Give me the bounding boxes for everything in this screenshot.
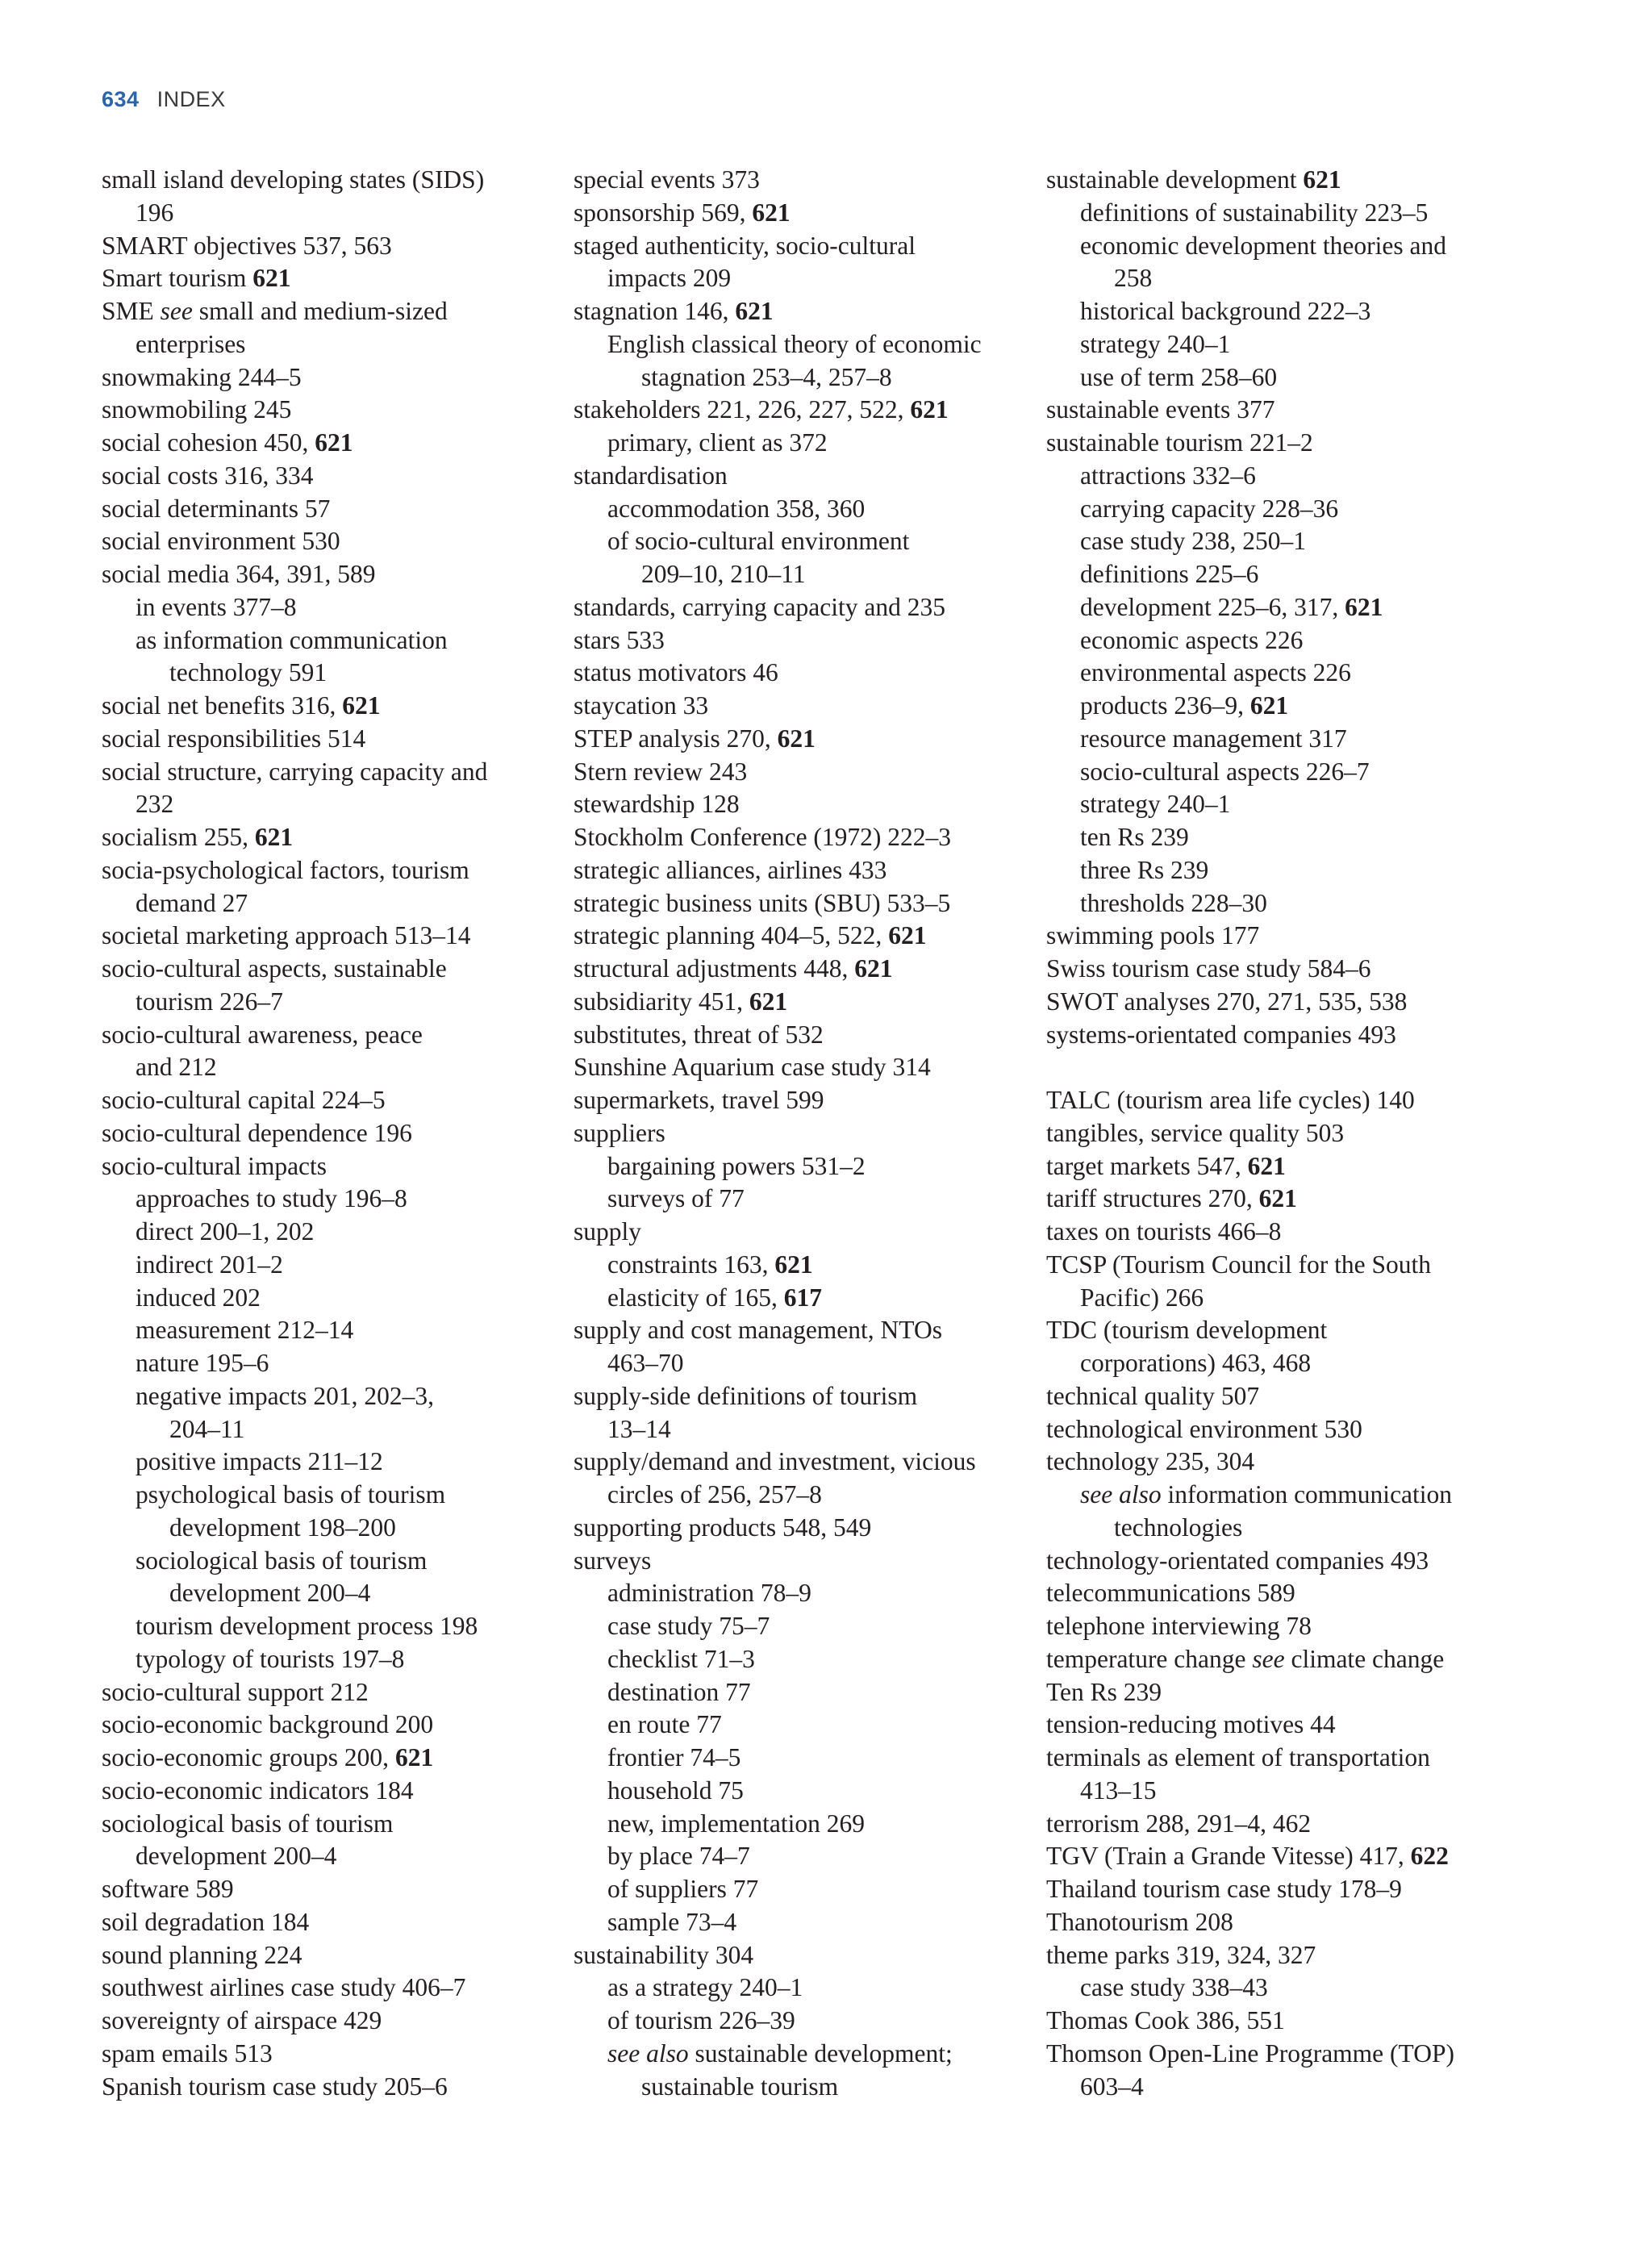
index-entry: technical quality 507	[1046, 1381, 1260, 1410]
index-subentry: indirect 201–2	[136, 1250, 283, 1279]
index-entry: socialism 255, 621	[102, 823, 294, 851]
index-subentry: sociological basis of tourism development 200–4	[136, 1546, 428, 1608]
index-subentry: in events 377–8	[136, 592, 297, 621]
index-subentry: products 236–9, 621	[1080, 691, 1289, 720]
index-entry: technological environment 530	[1046, 1414, 1362, 1443]
index-entry: social net benefits 316, 621	[102, 691, 381, 720]
index-entry: Smart tourism 621	[102, 264, 291, 293]
index-subentry: of tourism 226–39	[607, 2006, 795, 2034]
index-entry: structural adjustments 448, 621	[574, 954, 893, 983]
index-subentry: household 75	[607, 1776, 744, 1805]
index-entry: tension-reducing motives 44	[1046, 1710, 1336, 1739]
index-entry: stars 533	[574, 625, 665, 654]
index-entry: socio-economic background 200	[102, 1710, 434, 1739]
index-subentry: strategy 240–1	[1080, 329, 1231, 358]
index-subentry: economic aspects 226	[1080, 625, 1304, 654]
index-entry: supporting products 548, 549	[574, 1513, 872, 1542]
index-subentry: negative impacts 201, 202–3, 204–11	[136, 1381, 435, 1443]
index-subentry: thresholds 228–30	[1080, 888, 1267, 917]
index-entry: temperature change see climate change	[1046, 1644, 1445, 1673]
index-subentry: approaches to study 196–8	[136, 1184, 407, 1213]
index-entry: social responsibilities 514	[102, 724, 366, 753]
index-subentry: nature 195–6	[136, 1349, 269, 1377]
index-entry: socia-psychological factors, tourism demand 27	[102, 855, 469, 917]
index-subentry: economic development theories and 258	[1080, 231, 1446, 293]
index-entry: Thomson Open-Line Programme (TOP) 603–4	[1046, 2038, 1454, 2101]
index-entry: socio-economic groups 200, 621	[102, 1743, 434, 1771]
index-entry: technology 235, 304	[1046, 1447, 1255, 1476]
index-subentry: as a strategy 240–1	[607, 1973, 803, 2002]
index-subentry: use of term 258–60	[1080, 362, 1278, 391]
index-entry: staged authenticity, socio-cultural impacts 209	[574, 231, 916, 293]
index-subentry: strategy 240–1	[1080, 790, 1231, 819]
running-head: INDEX	[156, 87, 226, 111]
index-entry: taxes on tourists 466–8	[1046, 1217, 1282, 1246]
index-subentry: typology of tourists 197–8	[136, 1644, 405, 1673]
page-number: 634	[102, 87, 140, 111]
index-entry: socio-cultural capital 224–5	[102, 1086, 386, 1114]
index-subentry: development 225–6, 317, 621	[1080, 592, 1383, 621]
index-subentry: see also sustainable development; sustainable tourism	[607, 2038, 953, 2101]
index-column-2	[574, 164, 1041, 2103]
index-subentry: frontier 74–5	[607, 1743, 741, 1771]
index-subentry: constraints 163, 621	[607, 1250, 813, 1279]
index-entry: special events 373	[574, 165, 760, 194]
index-subentry: English classical theory of economic stagnation 253–4, 257–8	[607, 329, 982, 391]
index-entry: TALC (tourism area life cycles) 140	[1046, 1086, 1415, 1114]
index-entry: TGV (Train a Grande Vitesse) 417, 622	[1046, 1842, 1449, 1871]
index-entry: Thanotourism 208	[1046, 1907, 1233, 1936]
index-entry: sociological basis of tourism development 200–4	[102, 1809, 394, 1871]
index-entry: societal marketing approach 513–14	[102, 921, 471, 950]
index-entry: systems-orientated companies 493	[1046, 1020, 1396, 1049]
index-entry: social environment 530	[102, 527, 340, 556]
index-entry: socio-economic indicators 184	[102, 1776, 414, 1805]
index-entry: socio-cultural aspects, sustainable tourism 226–7	[102, 954, 447, 1016]
index-entry: swimming pools 177	[1046, 921, 1260, 950]
index-subentry: attractions 332–6	[1080, 461, 1256, 490]
index-entry: Spanish tourism case study 205–6	[102, 2072, 448, 2101]
index-subentry: en route 77	[607, 1710, 722, 1739]
index-entry: soil degradation 184	[102, 1907, 310, 1936]
index-entry: Sunshine Aquarium case study 314	[574, 1053, 931, 1082]
index-subentry: by place 74–7	[607, 1842, 750, 1871]
index-entry: socio-cultural dependence 196	[102, 1118, 412, 1147]
index-entry: socio-cultural support 212	[102, 1677, 369, 1706]
index-subentry: of socio-cultural environment 209–10, 210–11	[607, 527, 910, 588]
index-entry: tariff structures 270, 621	[1046, 1184, 1297, 1213]
index-subentry: administration 78–9	[607, 1579, 811, 1608]
index-entry: sound planning 224	[102, 1940, 302, 1969]
index-entry: target markets 547, 621	[1046, 1151, 1286, 1180]
index-subentry: bargaining powers 531–2	[607, 1151, 866, 1180]
page-header	[102, 87, 226, 112]
index-entry: SMART objectives 537, 563	[102, 231, 392, 260]
index-entry: Stern review 243	[574, 757, 748, 786]
index-entry: strategic alliances, airlines 433	[574, 855, 887, 884]
index-entry: sustainable development 621	[1046, 165, 1341, 194]
index-entry: telecommunications 589	[1046, 1579, 1295, 1608]
index-entry: terrorism 288, 291–4, 462	[1046, 1809, 1312, 1838]
index-subentry: definitions of sustainability 223–5	[1080, 198, 1429, 227]
index-entry: technology-orientated companies 493	[1046, 1546, 1429, 1575]
index-entry: sustainable tourism 221–2	[1046, 428, 1313, 457]
index-entry: standardisation	[574, 461, 728, 490]
index-entry: Swiss tourism case study 584–6	[1046, 954, 1371, 983]
index-subentry: environmental aspects 226	[1080, 658, 1351, 687]
index-entry: staycation 33	[574, 691, 709, 720]
index-entry: stagnation 146, 621	[574, 297, 774, 325]
index-subentry: new, implementation 269	[607, 1809, 866, 1838]
index-subentry: measurement 212–14	[136, 1316, 354, 1345]
index-subentry: ten Rs 239	[1080, 823, 1189, 851]
index-subentry: case study 75–7	[607, 1612, 770, 1640]
index-subentry: induced 202	[136, 1283, 261, 1312]
index-subentry: case study 238, 250–1	[1080, 527, 1306, 556]
index-subentry: primary, client as 372	[607, 428, 828, 457]
index-subentry: direct 200–1, 202	[136, 1217, 315, 1246]
index-entry: status motivators 46	[574, 658, 778, 687]
index-subentry: historical background 222–3	[1080, 297, 1371, 325]
index-column-3	[1046, 164, 1530, 2103]
index-entry: tangibles, service quality 503	[1046, 1118, 1345, 1147]
index-entry: snowmaking 244–5	[102, 362, 302, 391]
index-entry: socio-cultural impacts	[102, 1151, 327, 1180]
index-entry: snowmobiling 245	[102, 395, 292, 424]
index-entry: theme parks 319, 324, 327	[1046, 1940, 1316, 1969]
index-subentry: elasticity of 165, 617	[607, 1283, 822, 1312]
index-subentry: see also information communication technologies	[1080, 1480, 1453, 1542]
index-entry: subsidiarity 451, 621	[574, 987, 788, 1016]
index-entry: strategic business units (SBU) 533–5	[574, 888, 951, 917]
index-subentry: positive impacts 211–12	[136, 1447, 383, 1476]
index-entry: sustainability 304	[574, 1940, 754, 1969]
index-entry: supply	[574, 1217, 642, 1246]
index-entry: supply and cost management, NTOs 463–70	[574, 1316, 942, 1377]
index-entry: Thomas Cook 386, 551	[1046, 2006, 1285, 2034]
index-entry: surveys	[574, 1546, 652, 1575]
index-subentry: definitions 225–6	[1080, 560, 1259, 588]
index-subentry: three Rs 239	[1080, 855, 1209, 884]
index-column-1	[102, 164, 561, 2103]
index-entry: Stockholm Conference (1972) 222–3	[574, 823, 952, 851]
index-entry: terminals as element of transportation 413–15	[1046, 1743, 1430, 1805]
index-entry: stakeholders 221, 226, 227, 522, 621	[574, 395, 949, 424]
index-entry: Ten Rs 239	[1046, 1677, 1162, 1706]
index-subentry: sample 73–4	[607, 1907, 737, 1936]
index-entry: supply/demand and investment, vicious circles of 256, 257–8	[574, 1447, 976, 1508]
index-entry: stewardship 128	[574, 790, 740, 819]
index-entry: STEP analysis 270, 621	[574, 724, 816, 753]
index-entry: telephone interviewing 78	[1046, 1612, 1312, 1640]
index-subentry: socio-cultural aspects 226–7	[1080, 757, 1370, 786]
index-entry: SME see small and medium-sized enterprises	[102, 297, 448, 358]
index-subentry: case study 338–43	[1080, 1973, 1268, 2002]
index-entry: social media 364, 391, 589	[102, 560, 376, 588]
index-entry: suppliers	[574, 1118, 665, 1147]
index-subentry: psychological basis of tourism development 198–200	[136, 1480, 446, 1542]
index-subentry: of suppliers 77	[607, 1875, 759, 1903]
index-subentry: tourism development process 198	[136, 1612, 478, 1640]
index-entry: social determinants 57	[102, 494, 331, 523]
index-entry: SWOT analyses 270, 271, 535, 538	[1046, 987, 1408, 1016]
index-entry: Thailand tourism case study 178–9	[1046, 1875, 1402, 1903]
index-entry: TDC (tourism development corporations) 463, 468	[1046, 1316, 1328, 1377]
index-subentry: destination 77	[607, 1677, 751, 1706]
index-entry: standards, carrying capacity and 235	[574, 592, 945, 621]
index-subentry: surveys of 77	[607, 1184, 745, 1213]
index-entry: sovereignty of airspace 429	[102, 2006, 382, 2034]
index-entry: sponsorship 569, 621	[574, 198, 791, 227]
index-entry: social cohesion 450, 621	[102, 428, 353, 457]
index-subentry: as information communication technology 591	[136, 625, 448, 687]
index-entry: substitutes, threat of 532	[574, 1020, 824, 1049]
index-entry: supply-side definitions of tourism 13–14	[574, 1381, 918, 1443]
index-entry: spam emails 513	[102, 2038, 273, 2068]
index-entry: social costs 316, 334	[102, 461, 314, 490]
index-entry: socio-cultural awareness, peace and 212	[102, 1020, 423, 1082]
index-subentry: carrying capacity 228–36	[1080, 494, 1339, 523]
index-subentry: accommodation 358, 360	[607, 494, 866, 523]
index-letter-gap	[1046, 1051, 1530, 1084]
index-entry: social structure, carrying capacity and 232	[102, 757, 488, 819]
index-entry: supermarkets, travel 599	[574, 1086, 824, 1114]
index-entry: sustainable events 377	[1046, 395, 1275, 424]
index-entry: strategic planning 404–5, 522, 621	[574, 921, 927, 950]
index-subentry: checklist 71–3	[607, 1644, 755, 1673]
index-entry: software 589	[102, 1875, 234, 1903]
index-entry: TCSP (Tourism Council for the South Pacific) 266	[1046, 1250, 1432, 1312]
index-subentry: resource management 317	[1080, 724, 1347, 753]
index-entry: small island developing states (SIDS) 196	[102, 165, 485, 227]
index-entry: southwest airlines case study 406–7	[102, 1973, 466, 2002]
